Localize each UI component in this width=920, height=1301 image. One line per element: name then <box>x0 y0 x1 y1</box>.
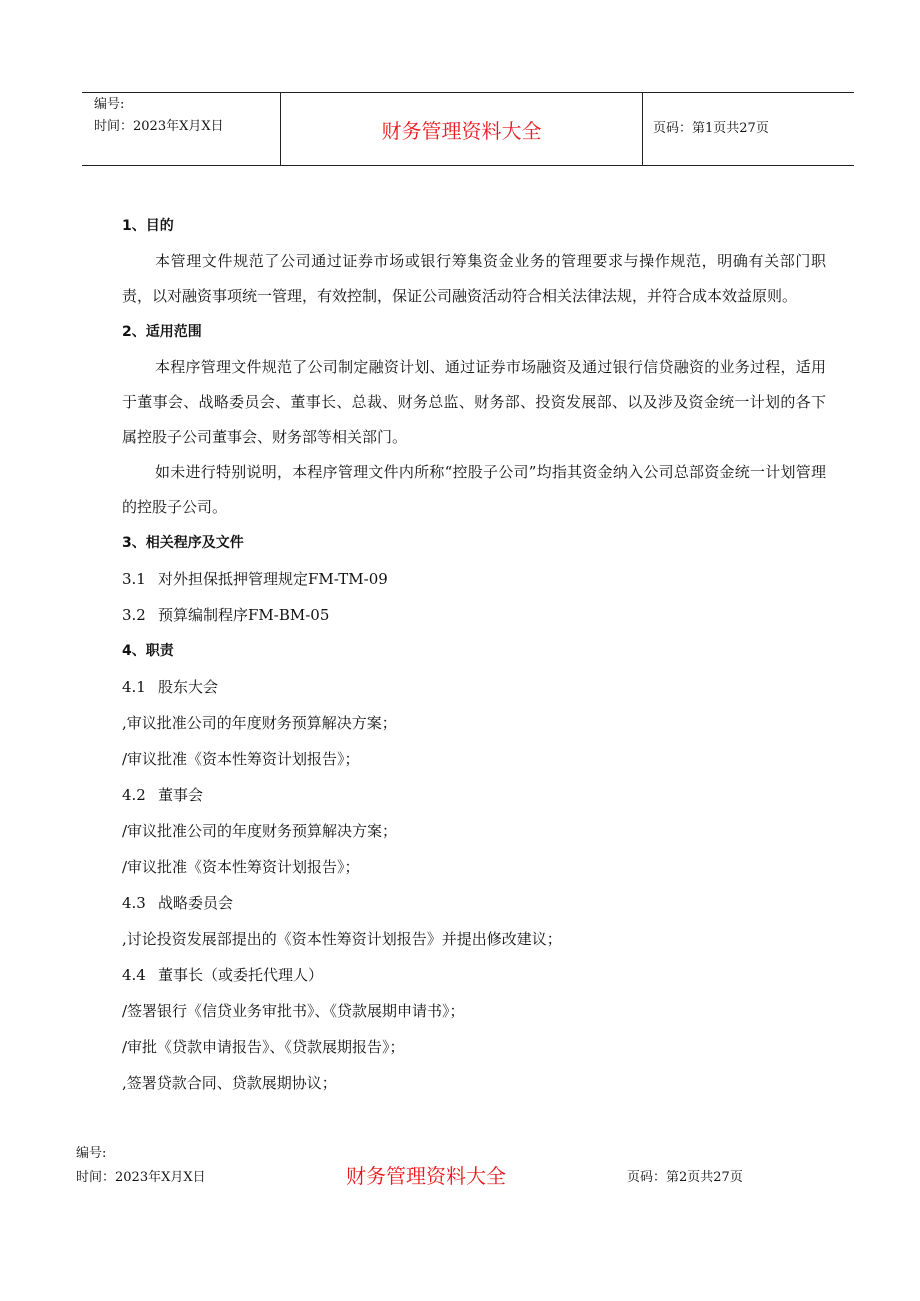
item-text: 预算编制程序FM-BM-05 <box>158 606 330 624</box>
doc-date: 时间：2023年X月X日 <box>76 1170 206 1185</box>
section-4-3-item <box>122 885 826 921</box>
section-4-heading: 4、职责 <box>122 643 174 659</box>
doc-date: 时间：2023年X月X日 <box>94 119 224 134</box>
duty-line: ,讨论投资发展部提出的《资本性筹资计划报告》并提出修改建议； <box>122 930 562 948</box>
duty-line: /审议批准《资本性筹资计划报告》； <box>122 858 360 876</box>
section-4-4-item <box>122 957 826 993</box>
header-title: 财务管理资料大全 <box>381 119 542 143</box>
item-text: 董事会 <box>158 786 204 804</box>
page-2-header <box>76 1142 796 1192</box>
section-4-1-item <box>122 669 826 705</box>
page-header <box>82 92 854 166</box>
section-4-2-item <box>122 777 826 813</box>
section-3-heading: 3、相关程序及文件 <box>122 535 244 551</box>
doc-number-label: 编号: <box>76 1146 107 1161</box>
section-3-2-item <box>122 597 826 633</box>
header-left-cell <box>82 93 281 165</box>
page-number: 页码：第1页共27页 <box>653 121 769 136</box>
item-number: 4.2 <box>122 786 146 804</box>
header-page-cell <box>643 93 854 165</box>
duty-line: /审批《贷款申请报告》、《贷款展期报告》； <box>122 1038 405 1056</box>
section-2-paragraph-1: 本程序管理文件规范了公司制定融资计划、通过证券市场融资及通过银行信贷融资的业务过程，适用于董事会、战略委员会、董事长、总裁、财务总监、财务部、投资发展部、以及涉及资金统一计划的各下属控股子公司董事会、财务部等相关部门。 <box>122 358 826 446</box>
section-3-1-item <box>122 561 826 597</box>
item-number: 3.1 <box>122 570 146 588</box>
duty-line: ,签署贷款合同、贷款展期协议； <box>122 1074 337 1092</box>
item-text: 战略委员会 <box>158 894 234 912</box>
item-number: 3.2 <box>122 606 146 624</box>
item-text: 董事长（或委托代理人） <box>158 966 324 984</box>
duty-line: ,审议批准公司的年度财务预算解决方案； <box>122 714 397 732</box>
item-text: 对外担保抵押管理规定FM-TM-09 <box>158 570 388 588</box>
section-1-paragraph: 本管理文件规范了公司通过证券市场或银行筹集资金业务的管理要求与操作规范，明确有关部门职责，以对融资事项统一管理，有效控制，保证公司融资活动符合相关法律法规，并符合成本效益原则。 <box>122 252 826 305</box>
section-2-heading: 2、适用范围 <box>122 324 202 340</box>
section-1-heading: 1、目的 <box>122 218 174 234</box>
header-title: 财务管理资料大全 <box>346 1164 506 1188</box>
duty-line: /签署银行《信贷业务审批书》、《贷款展期申请书》； <box>122 1002 465 1020</box>
header-title-cell <box>281 93 643 165</box>
document-body <box>122 208 826 1101</box>
doc-number-label: 编号: <box>94 97 125 112</box>
item-number: 4.4 <box>122 966 146 984</box>
item-number: 4.3 <box>122 894 146 912</box>
item-text: 股东大会 <box>158 678 219 696</box>
section-2-paragraph-2: 如未进行特别说明，本程序管理文件内所称“控股子公司”均指其资金纳入公司总部资金统一计划管理的控股子公司。 <box>122 463 826 516</box>
duty-line: /审议批准《资本性筹资计划报告》； <box>122 750 360 768</box>
page-number: 页码：第2页共27页 <box>627 1170 743 1185</box>
item-number: 4.1 <box>122 678 146 696</box>
duty-line: /审议批准公司的年度财务预算解决方案； <box>122 822 398 840</box>
